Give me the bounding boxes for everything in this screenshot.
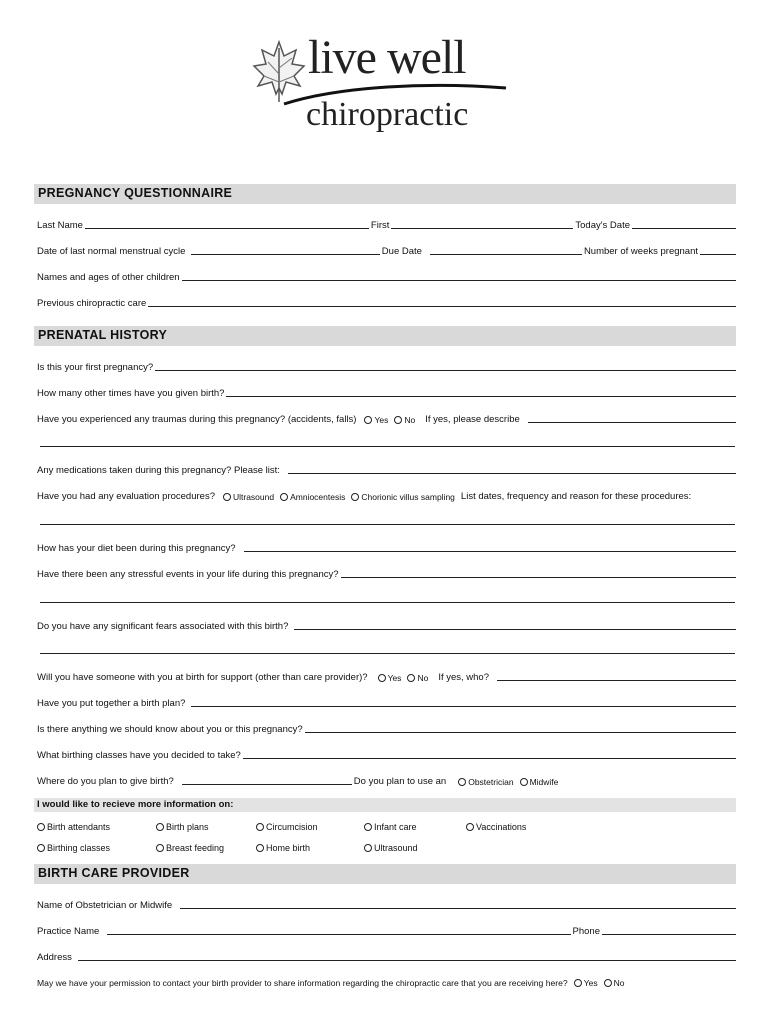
option-label: Amniocentesis (290, 492, 346, 502)
label-support: Will you have someone with you at birth for support (other than care provider)? (37, 672, 368, 683)
stressful-extra-line[interactable] (40, 602, 735, 603)
radio-circle-icon (604, 979, 612, 987)
radio-circle-icon (378, 674, 386, 682)
label-diet: How has your diet been during this pregnancy? (37, 543, 236, 554)
label-weeks: Number of weeks pregnant (583, 246, 698, 257)
more-info-heading (34, 798, 736, 812)
label-due-date: Due Date (381, 246, 422, 257)
option-label: Chorionic villus sampling (361, 492, 455, 502)
row-name-date (37, 217, 736, 231)
label-prev-chiro: Previous chiropractic care (37, 298, 147, 309)
label-birth-plan: Have you put together a birth plan? (37, 698, 186, 709)
radio-circle-icon (223, 493, 231, 501)
traumas-yes-checkbox[interactable] (364, 415, 388, 425)
row-practice (37, 923, 736, 937)
label-eval-list: List dates, frequency and reason for these procedures: (460, 491, 692, 502)
row-evaluations (37, 488, 736, 502)
radio-circle-icon (574, 979, 582, 987)
section-title: PREGNANCY QUESTIONNAIRE (38, 186, 233, 200)
interest-birth-attendants[interactable] (37, 822, 110, 832)
option-label: Yes (583, 978, 598, 988)
radio-circle-icon (256, 844, 264, 852)
radio-circle-icon (256, 823, 264, 831)
interest-label: Circumcision (266, 822, 318, 832)
more-info-label: I would like to recieve more information on: (37, 799, 234, 810)
row-first-pregnancy (37, 359, 736, 373)
row-know-about (37, 721, 736, 735)
row-prev-chiro (37, 295, 736, 309)
label-fears: Do you have any significant fears associated with this birth? (37, 621, 289, 632)
label-traumas: Have you experienced any traumas during this pregnancy? (accidents, falls) (37, 414, 357, 425)
radio-circle-icon (466, 823, 474, 831)
radio-circle-icon (156, 823, 164, 831)
support-no-checkbox[interactable] (407, 673, 428, 683)
interest-circumcision[interactable] (256, 822, 318, 832)
interest-breast-feeding[interactable] (156, 843, 224, 853)
chorionic-checkbox[interactable] (351, 492, 455, 502)
weeks-field[interactable] (700, 253, 736, 255)
interest-infant-care[interactable] (364, 822, 417, 832)
interest-home-birth[interactable] (256, 843, 310, 853)
label-if-yes-describe: If yes, please describe (425, 414, 520, 425)
label-practice: Practice Name (37, 926, 100, 937)
label-other-births: How many other times have you given birth? (37, 388, 225, 399)
label-if-yes-who: If yes, who? (438, 672, 490, 683)
radio-circle-icon (364, 823, 372, 831)
row-support (37, 669, 736, 683)
radio-circle-icon (37, 844, 45, 852)
logo-text-live-well: live well (308, 31, 466, 84)
midwife-checkbox[interactable] (520, 777, 559, 787)
support-who-field[interactable] (497, 679, 736, 681)
row-fears (37, 618, 736, 632)
option-label: Yes (387, 673, 402, 683)
option-label: Midwife (529, 777, 559, 787)
section-title: BIRTH CARE PROVIDER (38, 866, 190, 880)
option-label: No (417, 673, 429, 683)
amniocentesis-checkbox[interactable] (280, 492, 345, 502)
logo (250, 30, 520, 140)
label-ob-name: Name of Obstetrician or Midwife (37, 900, 173, 911)
option-label: Ultrasound (232, 492, 275, 502)
label-other-children: Names and ages of other children (37, 272, 180, 283)
classes-field[interactable] (243, 757, 736, 759)
prev-chiro-field[interactable] (148, 305, 736, 307)
option-label: No (404, 415, 416, 425)
todays-date-field[interactable] (632, 227, 736, 229)
section-title: PRENATAL HISTORY (38, 328, 168, 342)
option-label: Obstetrician (468, 777, 514, 787)
interest-label: Infant care (374, 822, 417, 832)
address-field[interactable] (78, 959, 736, 961)
interest-birth-plans[interactable] (156, 822, 209, 832)
label-last-name: Last Name (37, 220, 83, 231)
other-births-field[interactable] (226, 395, 736, 397)
row-classes (37, 747, 736, 761)
interest-label: Birthing classes (47, 843, 111, 853)
section-pregnancy-questionnaire (34, 184, 736, 204)
traumas-describe-field[interactable] (528, 421, 736, 423)
row-where-birth (37, 773, 736, 787)
label-lmp: Date of last normal menstrual cycle (37, 246, 186, 257)
interest-vaccinations[interactable] (466, 822, 526, 832)
know-about-field[interactable] (305, 731, 736, 733)
first-pregnancy-field[interactable] (155, 369, 736, 371)
fears-extra-line[interactable] (40, 653, 735, 654)
due-date-field[interactable] (430, 253, 582, 255)
option-label: Yes (374, 415, 389, 425)
label-plan-to-use: Do you plan to use an (353, 776, 447, 787)
label-phone: Phone (572, 926, 600, 937)
last-name-field[interactable] (85, 227, 369, 229)
label-first: First (370, 220, 390, 231)
lmp-field[interactable] (191, 253, 379, 255)
radio-circle-icon (364, 416, 372, 424)
row-birth-plan (37, 695, 736, 709)
row-medications (37, 462, 736, 476)
fears-field[interactable] (294, 628, 736, 630)
interest-ultrasound[interactable] (364, 843, 418, 853)
radio-circle-icon (520, 778, 528, 786)
row-diet (37, 540, 736, 554)
section-prenatal-history (34, 326, 736, 346)
other-children-field[interactable] (182, 279, 736, 281)
option-label: No (613, 978, 625, 988)
label-where-birth: Where do you plan to give birth? (37, 776, 174, 787)
medications-field[interactable] (288, 472, 736, 474)
radio-circle-icon (407, 674, 415, 682)
row-lmp (37, 243, 736, 257)
row-permission (37, 974, 736, 988)
permission-no-checkbox[interactable] (604, 978, 625, 988)
label-evaluations: Have you had any evaluation procedures? (37, 491, 215, 502)
traumas-extra-line[interactable] (40, 446, 735, 447)
label-classes: What birthing classes have you decided to take? (37, 750, 241, 761)
section-birth-care-provider (34, 864, 736, 884)
label-medications: Any medications taken during this pregnancy? Please list: (37, 465, 280, 476)
interest-label: Home birth (266, 843, 311, 853)
evaluations-extra-line[interactable] (40, 524, 735, 525)
radio-circle-icon (394, 416, 402, 424)
where-birth-field[interactable] (182, 783, 352, 785)
obstetrician-checkbox[interactable] (458, 777, 513, 787)
ultrasound-checkbox[interactable] (223, 492, 274, 502)
label-first-pregnancy: Is this your first pregnancy? (37, 362, 154, 373)
radio-circle-icon (156, 844, 164, 852)
radio-circle-icon (364, 844, 372, 852)
phone-field[interactable] (602, 933, 736, 935)
row-traumas (37, 411, 736, 425)
interest-birthing-classes[interactable] (37, 843, 110, 853)
stressful-field[interactable] (341, 576, 736, 578)
row-other-children (37, 269, 736, 283)
practice-field[interactable] (107, 933, 570, 935)
logo-text-chiropractic: chiropractic (306, 96, 469, 133)
interest-label: Birth attendants (47, 822, 111, 832)
traumas-no-checkbox[interactable] (394, 415, 415, 425)
label-stressful: Have there been any stressful events in your life during this pregnancy? (37, 569, 339, 580)
radio-circle-icon (351, 493, 359, 501)
label-permission: May we have your permission to contact your birth provider to share information regarding the chiropractic care that you are receiving here? (37, 978, 568, 988)
label-todays-date: Today's Date (575, 220, 630, 231)
radio-circle-icon (37, 823, 45, 831)
interest-label: Birth plans (166, 822, 209, 832)
row-address (37, 949, 736, 963)
row-ob-name (37, 897, 736, 911)
birth-plan-field[interactable] (191, 705, 736, 707)
radio-circle-icon (458, 778, 466, 786)
ob-name-field[interactable] (180, 907, 736, 909)
first-name-field[interactable] (391, 227, 573, 229)
label-know-about: Is there anything we should know about you or this pregnancy? (37, 724, 303, 735)
label-address: Address (37, 952, 72, 963)
interest-label: Breast feeding (166, 843, 225, 853)
support-yes-checkbox[interactable] (378, 673, 402, 683)
row-other-births (37, 385, 736, 399)
row-stressful (37, 566, 736, 580)
interest-label: Ultrasound (374, 843, 418, 853)
interest-label: Vaccinations (476, 822, 527, 832)
diet-field[interactable] (244, 550, 736, 552)
radio-circle-icon (280, 493, 288, 501)
permission-yes-checkbox[interactable] (574, 978, 598, 988)
